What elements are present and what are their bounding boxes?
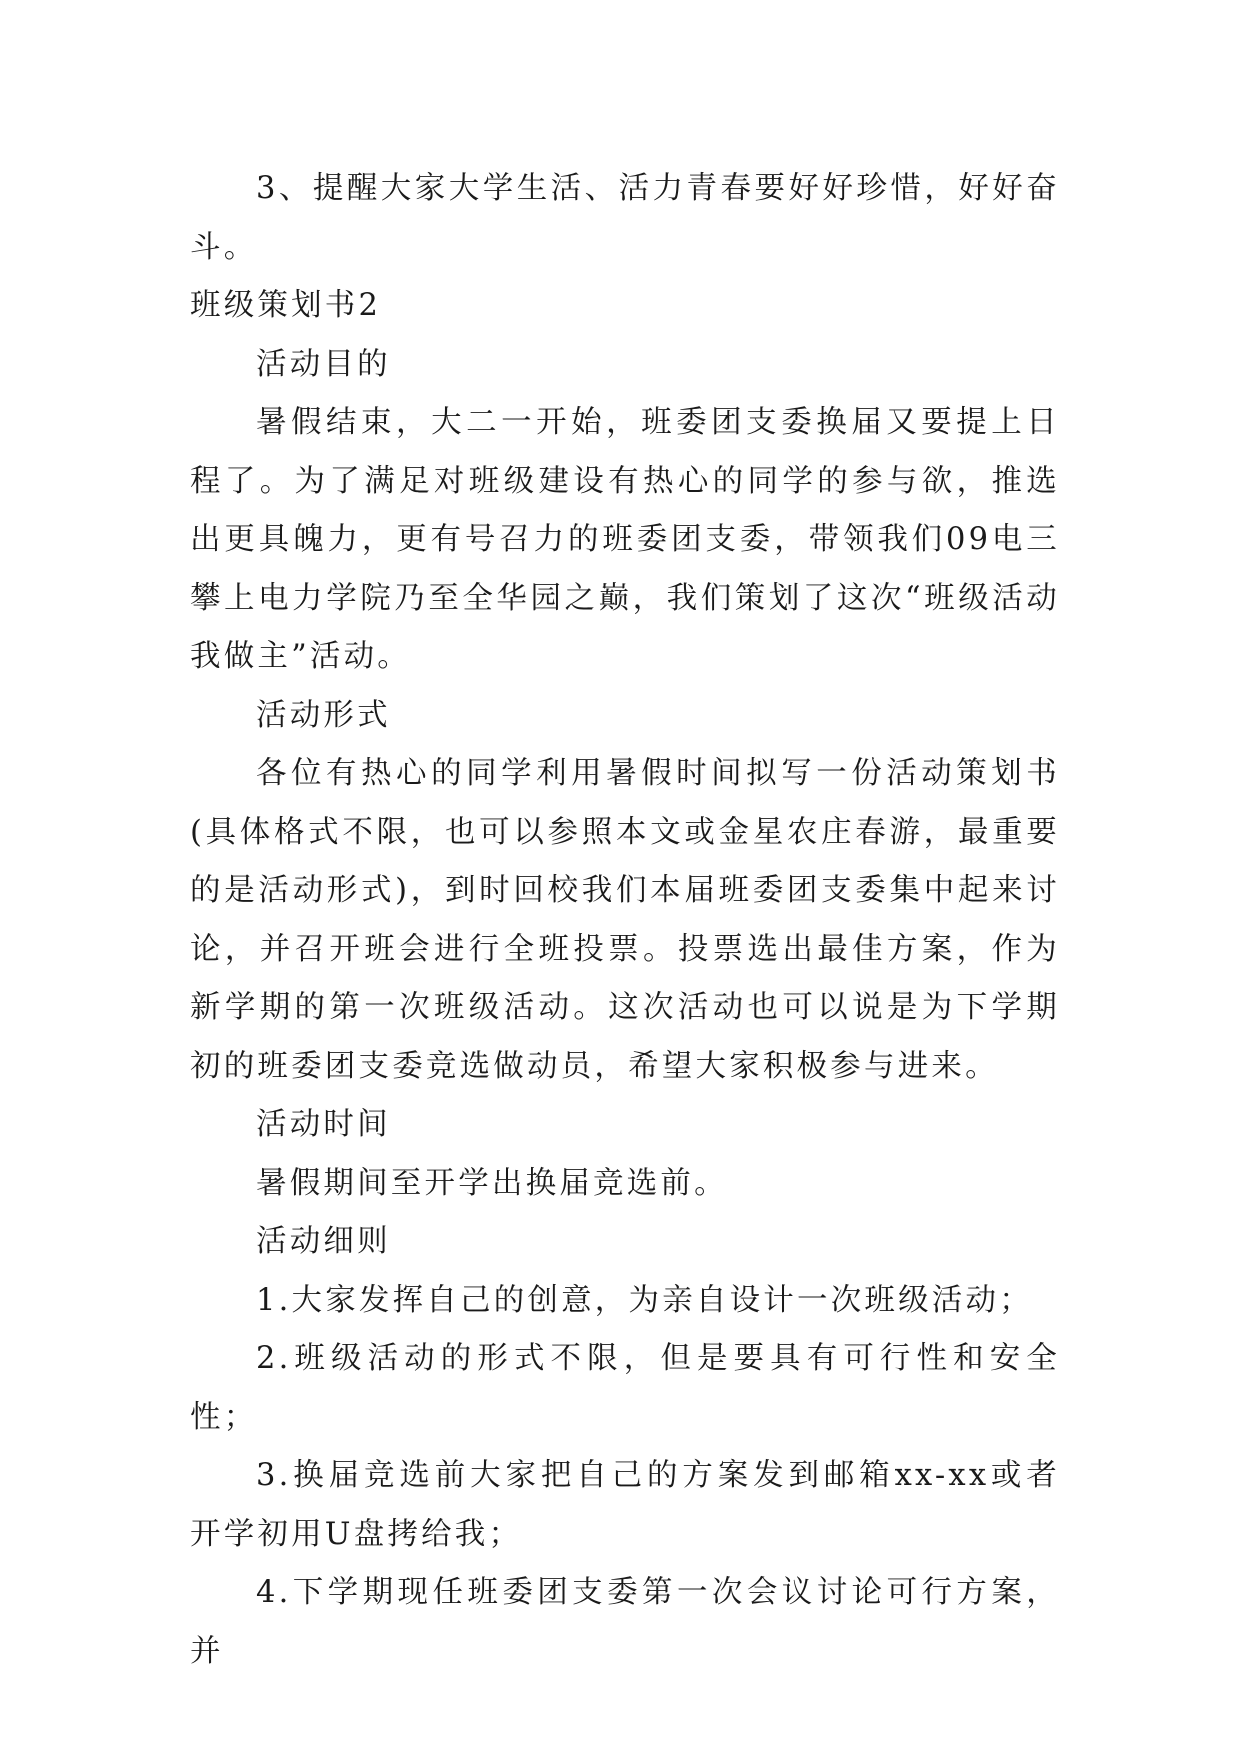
rule-item-4: 4.下学期现任班委团支委第一次会议讨论可行方案，并 [190,1575,1060,1669]
paragraph-activity-purpose: 暑假结束，大二一开始，班委团支委换届又要提上日程了。为了满足对班级建设有热心的同学的参与欲，推选出更具魄力，更有号召力的班委团支委，带领我们09电三攀上电力学院乃至全华园之巅，我们策划了这次“班级活动我做主”活动。 [190,405,1060,674]
heading-activity-purpose: 活动目的 [256,346,391,382]
rule-item-3: 3.换届竞选前大家把自己的方案发到邮箱xx-xx或者开学初用U盘拷给我； [190,1458,1060,1552]
paragraph-activity-form: 各位有热心的同学利用暑假时间拟写一份活动策划书(具体格式不限，也可以参照本文或金星农庄春游，最重要的是活动形式)，到时回校我们本届班委团支委集中起来讨论，并召开班会进行全班投票。投票选出最佳方案，作为新学期的第一次班级活动。这次活动也可以说是为下学期初的班委团支委竞选做动员，希望大家积极参与进来。 [190,756,1060,1084]
heading-activity-rules: 活动细则 [256,1224,391,1259]
section-title-plan-2: 班级策划书2 [190,288,382,323]
paragraph-activity-time: 暑假期间至开学出换届竞选前。 [256,1165,728,1201]
heading-activity-form: 活动形式 [256,697,391,733]
document-body [190,160,1060,1681]
paragraph-reminder: 3、提醒大家大学生活、活力青春要好好珍惜，好好奋斗。 [190,171,1060,265]
heading-activity-time: 活动时间 [256,1107,391,1142]
rule-item-2: 2.班级活动的形式不限，但是要具有可行性和安全性； [190,1341,1060,1435]
rule-item-1: 1.大家发挥自己的创意，为亲自设计一次班级活动； [256,1282,1033,1318]
